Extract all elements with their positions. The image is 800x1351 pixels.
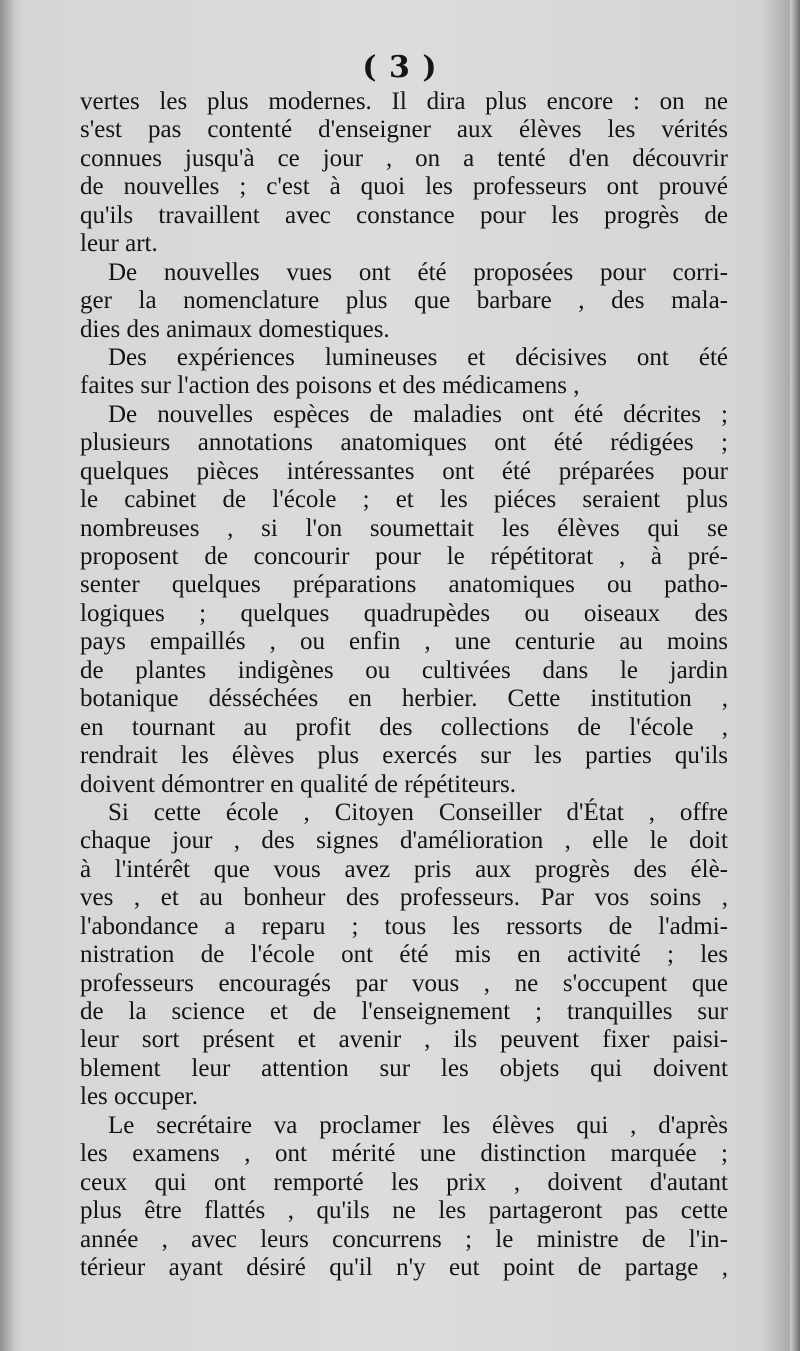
text-line: chaque jour , des signes d'amélioration , elle le doit xyxy=(80,827,728,855)
text-line: professeurs encouragés par vous , ne s'occupent que xyxy=(80,969,728,997)
text-line: ves , et au bonheur des professeurs. Par vos soins , xyxy=(80,884,728,912)
text-line: logiques ; quelques quadrupèdes ou oiseaux des xyxy=(80,599,728,627)
text-line: le cabinet de l'école ; et les piéces seraient plus xyxy=(80,486,728,514)
paragraph-start-line: Des expériences lumineuses et décisives ont été xyxy=(108,343,728,371)
text-line: qu'ils travaillent avec constance pour les progrès de xyxy=(80,201,728,229)
paragraph-start-line: Si cette école , Citoyen Conseiller d'État , offre xyxy=(108,798,728,826)
text-line: proposent de concourir pour le répétitorat , à pré- xyxy=(80,543,728,570)
text-line: nistration de l'école ont été mis en activité ; les xyxy=(80,941,728,969)
text-line: année , avec leurs concurrens ; le ministre de l'in- xyxy=(80,1225,728,1253)
text-line: plus être flattés , qu'ils ne les partageront pas cette xyxy=(80,1197,728,1225)
page-number: ( 3 ) xyxy=(362,50,438,85)
text-line: ger la nomenclature plus que barbare , des mala- xyxy=(80,287,728,315)
text-line: faites sur l'action des poisons et des médicamens , xyxy=(80,372,580,400)
text-line: de la science et de l'enseignement ; tranquilles sur xyxy=(80,998,728,1025)
text-line: plusieurs annotations anatomiques ont été rédigées ; xyxy=(80,429,728,457)
text-line: l'abondance a reparu ; tous les ressorts de l'admi- xyxy=(80,912,728,940)
paragraph-start-line: De nouvelles vues ont été proposées pour corri- xyxy=(108,258,728,286)
text-line: leur sort présent et avenir , ils peuvent fixer paisi- xyxy=(80,1026,728,1054)
text-line: vertes les plus modernes. Il dira plus encore : on ne xyxy=(80,88,728,115)
paragraph-start-line: Le secrétaire va proclamer les élèves qui , d'après xyxy=(108,1111,728,1139)
text-line: térieur ayant désiré qu'il n'y eut point de partage , xyxy=(80,1253,728,1281)
text-line: dies des animaux domestiques. xyxy=(80,315,390,343)
text-line: quelques pièces intéressantes ont été préparées pour xyxy=(80,457,728,485)
text-line: en tournant au profit des collections de l'école , xyxy=(80,713,728,741)
paragraph-start-line: De nouvelles espèces de maladies ont été décrites ; xyxy=(108,400,728,428)
text-line: doivent démontrer en qualité de répétiteurs. xyxy=(80,770,516,798)
page-gutter-shadow xyxy=(0,0,14,1351)
text-line: leur art. xyxy=(80,230,158,258)
text-line: senter quelques préparations anatomiques ou patho- xyxy=(80,571,728,599)
text-line: de nouvelles ; c'est à quoi les professeurs ont prouvé xyxy=(80,173,728,201)
text-line: connues jusqu'à ce jour , on a tenté d'en découvrir xyxy=(80,144,728,172)
text-line: blement leur attention sur les objets qui doivent xyxy=(80,1054,728,1082)
text-line: les examens , ont mérité une distinction marquée ; xyxy=(80,1140,728,1168)
text-line: à l'intérêt que vous avez pris aux progrès des élè- xyxy=(80,855,728,883)
text-line: rendrait les élèves plus exercés sur les parties qu'ils xyxy=(80,742,728,770)
text-line: s'est pas contenté d'enseigner aux élèves les vérités xyxy=(80,116,728,144)
text-line: pays empaillés , ou enfin , une centurie au moins xyxy=(80,628,728,656)
page-edge-shadow xyxy=(790,0,800,1351)
body-text xyxy=(80,88,728,1282)
text-line: de plantes indigènes ou cultivées dans le jardin xyxy=(80,656,728,684)
text-line: les occuper. xyxy=(80,1083,199,1111)
text-line: botanique désséchées en herbier. Cette institution , xyxy=(80,685,728,713)
text-line: ceux qui ont remporté les prix , doivent d'autant xyxy=(80,1168,728,1196)
text-line: nombreuses , si l'on soumettait les élèves qui se xyxy=(80,514,728,542)
